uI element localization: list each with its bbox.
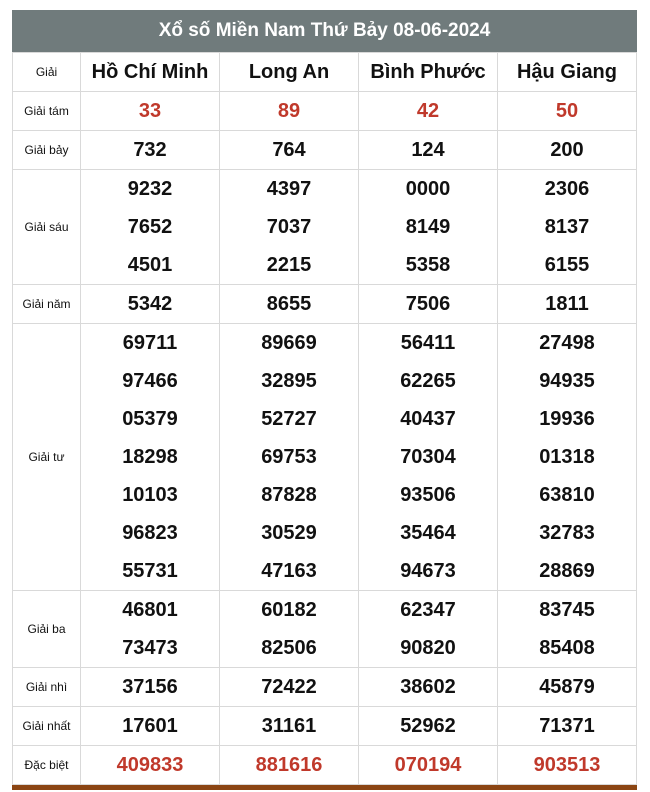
prize-number: 94935 [539,370,595,392]
prize-cell [359,707,498,746]
prize-cell [498,746,637,785]
prize-number: 200 [550,139,584,161]
prize-cell [359,591,498,668]
prize-number: 9232 [127,178,173,200]
prize-number: 37156 [122,676,178,698]
prize-label: Giải bảy [13,131,81,170]
prize-number: 85408 [539,637,595,659]
prize-number: 83745 [539,599,595,621]
prize-row [13,170,637,285]
prize-number: 56411 [400,332,456,354]
prize-number: 8655 [266,293,312,315]
prize-cell [220,131,359,170]
prize-number: 10103 [122,484,178,506]
prize-number: 31161 [261,715,317,737]
prize-cell [498,131,637,170]
prize-cell [81,131,220,170]
prize-number: 124 [411,139,445,161]
prize-label: Giải nhất [13,707,81,746]
prize-number: 52962 [400,715,456,737]
prize-number: 732 [133,139,167,161]
prize-number: 90820 [400,637,456,659]
prize-number: 5342 [127,293,173,315]
prize-cell [498,707,637,746]
prize-label: Giải sáu [13,170,81,285]
prize-number: 38602 [400,676,456,698]
prize-number: 93506 [400,484,456,506]
prize-number: 32895 [261,370,317,392]
prize-number: 8149 [405,216,451,238]
prize-number: 55731 [122,560,178,582]
prize-number: 7037 [266,216,312,238]
prize-label: Giải năm [13,285,81,324]
prize-number: 45879 [539,676,595,698]
prize-number: 70304 [400,446,456,468]
prize-number: 19936 [539,408,595,430]
prize-number: 87828 [261,484,317,506]
prize-number: 070194 [394,754,462,776]
prize-number: 71371 [539,715,595,737]
prize-label: Giải tám [13,92,81,131]
prize-number: 8137 [544,216,590,238]
page-title: Xổ số Miền Nam Thứ Bảy 08-06-2024 [12,10,637,52]
prize-number: 05379 [122,408,178,430]
prize-number: 7506 [405,293,451,315]
prize-cell [220,707,359,746]
province-header: Long An [220,53,359,92]
prize-number: 28869 [539,560,595,582]
prize-number: 6155 [544,254,590,276]
prize-number: 72422 [261,676,317,698]
prize-cell [81,285,220,324]
prize-cell [498,92,637,131]
prize-number: 01318 [539,446,595,468]
province-header: Hồ Chí Minh [81,53,220,92]
prize-number: 881616 [255,754,323,776]
prize-cell [359,324,498,591]
prize-row [13,746,637,785]
prize-cell [81,591,220,668]
prize-number: 46801 [122,599,178,621]
header-row [13,53,637,92]
prize-number: 69753 [261,446,317,468]
prize-row [13,707,637,746]
prize-cell [498,285,637,324]
prize-cell [220,591,359,668]
prize-number: 40437 [400,408,456,430]
prize-number: 89669 [261,332,317,354]
prize-cell [498,591,637,668]
prize-number: 4397 [266,178,312,200]
prize-row [13,668,637,707]
prize-cell [220,746,359,785]
prize-cell [220,92,359,131]
prize-number: 2215 [266,254,312,276]
prize-number: 1811 [545,293,589,315]
prize-cell [359,170,498,285]
prize-cell [81,746,220,785]
prize-cell [498,170,637,285]
prize-number: 62265 [400,370,456,392]
prize-row [13,285,637,324]
prize-number: 17601 [122,715,178,737]
prize-cell [220,668,359,707]
prize-number: 30529 [261,522,317,544]
prize-number: 7652 [127,216,173,238]
prize-number: 94673 [400,560,456,582]
prize-number: 50 [555,100,579,122]
header-label: Giải [13,53,81,92]
prize-number: 63810 [539,484,595,506]
prize-number: 4501 [127,254,173,276]
prize-cell [220,285,359,324]
prize-number: 32783 [539,522,595,544]
prize-cell [359,131,498,170]
prize-number: 5358 [405,254,451,276]
prize-label: Giải nhì [13,668,81,707]
prize-number: 903513 [533,754,601,776]
prize-row [13,131,637,170]
prize-number: 89 [277,100,301,122]
prize-number: 62347 [400,599,456,621]
prize-label: Giải ba [13,591,81,668]
prize-number: 764 [272,139,306,161]
prize-number: 69711 [122,332,178,354]
prize-cell [81,170,220,285]
prize-number: 35464 [400,522,456,544]
province-header: Bình Phước [359,53,498,92]
prize-cell [498,668,637,707]
prize-number: 96823 [122,522,178,544]
prize-label: Giải tư [13,324,81,591]
prize-number: 0000 [405,178,451,200]
prize-row [13,324,637,591]
prize-number: 60182 [261,599,317,621]
province-header: Hậu Giang [498,53,637,92]
prize-number: 18298 [122,446,178,468]
prize-cell [498,324,637,591]
prize-cell [220,170,359,285]
prize-number: 33 [138,100,162,122]
prize-cell [359,92,498,131]
prize-number: 409833 [116,754,184,776]
prize-number: 27498 [539,332,595,354]
prize-cell [359,285,498,324]
prize-row [13,92,637,131]
prize-number: 47163 [261,560,317,582]
prize-number: 82506 [261,637,317,659]
results-table [12,52,637,785]
prize-label: Đặc biệt [13,746,81,785]
prize-cell [359,668,498,707]
prize-number: 52727 [261,408,317,430]
prize-cell [81,707,220,746]
prize-number: 97466 [122,370,178,392]
prize-cell [81,324,220,591]
prize-cell [359,746,498,785]
prize-cell [220,324,359,591]
prize-row [13,591,637,668]
prize-number: 2306 [544,178,590,200]
bottom-bar [12,785,637,790]
prize-number: 73473 [122,637,178,659]
prize-number: 42 [416,100,440,122]
results-container [12,10,637,790]
prize-cell [81,668,220,707]
prize-cell [81,92,220,131]
